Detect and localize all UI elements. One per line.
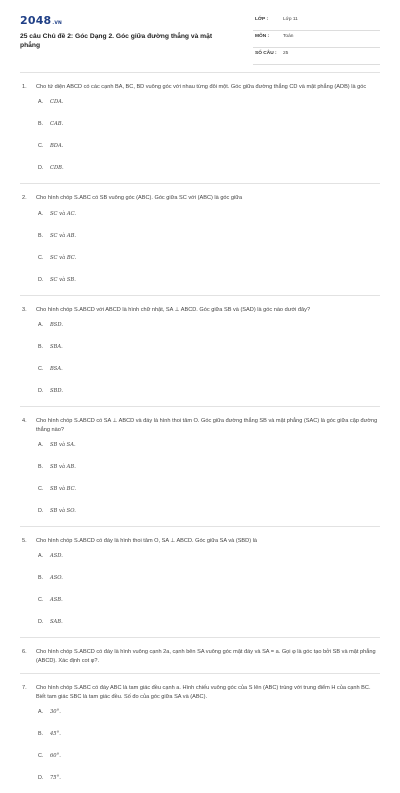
option-d[interactable] [38,269,210,291]
meta-label: SỐ CÂU : [255,51,277,56]
option-letter: B. [38,575,44,582]
option-letter: A. [38,210,44,217]
option-letter: B. [38,731,44,738]
question-text: Cho hình chóp S.ABC có đáy ABC là tam giác đều cạnh a. Hình chiếu vuông góc của S lên (ABC) trùng với trung điểm H của cạnh BC. Biết tam giác SBC là tam giác đều. Số đo của góc giữa SA và (ABC). [36,685,371,700]
question-7 [20,673,380,793]
option-letter: B. [38,344,44,351]
option-text: SBA. [50,344,63,351]
option-c[interactable] [38,358,210,380]
option-text: CAB. [50,121,64,128]
option-a[interactable] [38,701,210,723]
option-text: 30°. [50,709,61,716]
question-number: 4. [22,418,27,425]
option-b[interactable] [38,723,210,745]
option-text: SAB. [50,619,63,626]
question-number: 7. [22,685,27,692]
site-logo[interactable] [20,14,62,27]
document-header [0,0,400,66]
option-a[interactable] [38,434,210,456]
meta-row-subject [253,31,380,48]
option-a[interactable] [38,91,210,113]
option-a[interactable] [38,314,210,336]
option-text: 45°. [50,731,61,738]
option-letter: B. [38,232,44,239]
option-c[interactable] [38,135,210,157]
meta-row-count [253,48,380,65]
question-5 [20,526,380,637]
option-d[interactable] [38,500,210,522]
option-text: SC và SB. [50,276,76,283]
option-c[interactable] [38,589,210,611]
question-number: 5. [22,538,27,545]
meta-value: 25 [283,51,289,56]
document-title: 25 câu Chủ đề 2: Góc Dạng 2. Góc giữa đường thẳng và mặt phẳng [20,33,213,49]
option-letter: C. [38,366,44,373]
meta-label: MÔN : [255,34,270,39]
option-letter: C. [38,753,44,760]
option-text: BSA. [50,366,63,373]
option-a[interactable] [38,203,210,225]
question-text: Cho hình chóp S.ABCD có đáy là hình vuông cạnh 2a, cạnh bên SA vuông góc mặt đáy và SA = a. Gọi φ là góc tạo bởi SB và mặt phẳng (ABCD). Xác định cot φ?. [36,649,376,664]
option-b[interactable] [38,113,210,135]
option-text: ASB. [50,597,63,604]
meta-value: Lớp 11 [283,17,298,22]
option-letter: C. [38,254,44,261]
question-number: 1. [22,84,27,90]
question-text: Cho tứ diện ABCD có các cạnh BA, BC, BD vuông góc với nhau từng đôi một. Góc giữa đường thẳng CD và mặt phẳng (ADB) là góc [36,84,367,90]
question-text: Cho hình chóp S.ABCD có đáy là hình thoi tâm O, SA ⊥ ABCD. Góc giữa SA và (SBD) là [36,538,257,545]
logo-tld: .VN [52,21,62,26]
option-b[interactable] [38,225,210,247]
option-text: SB và SO. [50,508,76,515]
option-text: SB và AB. [50,464,76,471]
option-letter: A. [38,553,44,560]
option-c[interactable] [38,745,210,767]
question-number: 3. [22,306,27,313]
meta-label: LỚP : [255,17,269,22]
question-number: 2. [22,195,27,202]
option-text: SC và AB. [50,232,77,239]
option-letter: A. [38,99,44,106]
meta-row-grade [253,14,380,31]
question-3 [20,295,380,406]
question-text: Cho hình chóp S.ABCD có SA ⊥ ABCD và đáy là hình thoi tâm O. Góc giữa đường thẳng SB và mặt phẳng (SAC) là góc giữa cặp đường thẳng nào? [36,418,378,433]
option-letter: D. [38,388,44,395]
option-text: ASD. [50,553,63,560]
option-text: CDA. [50,99,64,106]
option-b[interactable] [38,336,210,358]
option-text: ASO. [50,575,63,582]
meta-value: Toán [283,34,294,39]
question-2 [20,183,380,294]
option-d[interactable] [38,157,210,179]
option-a[interactable] [38,545,210,567]
option-c[interactable] [38,478,210,500]
option-text: CDB. [50,165,64,172]
option-letter: D. [38,775,44,782]
question-6 [20,637,380,673]
option-text: SBD. [50,388,63,395]
option-letter: D. [38,165,44,172]
option-text: 60°. [50,753,61,760]
option-text: SB và SA. [50,442,76,449]
option-d[interactable] [38,611,210,633]
question-text: Cho hình chóp S.ABCD với ABCD là hình chữ nhật, SA ⊥ ABCD. Góc giữa SB và (SAD) là góc nào dưới đây? [36,306,311,313]
option-letter: C. [38,597,44,604]
option-text: SC và BC. [50,254,77,261]
question-number: 6. [22,649,27,656]
option-text: SC và AC. [50,210,77,217]
option-letter: D. [38,508,44,515]
question-list [20,72,380,793]
option-d[interactable] [38,380,210,402]
option-text: BSD. [50,322,63,329]
question-1 [20,72,380,183]
option-d[interactable] [38,767,210,789]
option-letter: A. [38,709,44,716]
option-letter: C. [38,486,44,493]
option-letter: B. [38,121,44,128]
logo-text: 2048 [20,14,52,27]
option-text: BDA. [50,143,64,150]
document-meta [253,14,380,65]
option-letter: B. [38,464,44,471]
option-letter: A. [38,442,44,449]
option-letter: D. [38,276,44,283]
option-letter: A. [38,322,44,329]
option-text: SB và BC. [50,486,77,493]
option-c[interactable] [38,247,210,269]
option-letter: D. [38,619,44,626]
option-text: 75°. [50,775,61,782]
question-4 [20,406,380,526]
question-text: Cho hình chóp S.ABC có SB vuông góc (ABC). Góc giữa SC với (ABC) là góc giữa [36,195,243,202]
option-b[interactable] [38,456,210,478]
option-letter: C. [38,143,44,150]
option-b[interactable] [38,567,210,589]
